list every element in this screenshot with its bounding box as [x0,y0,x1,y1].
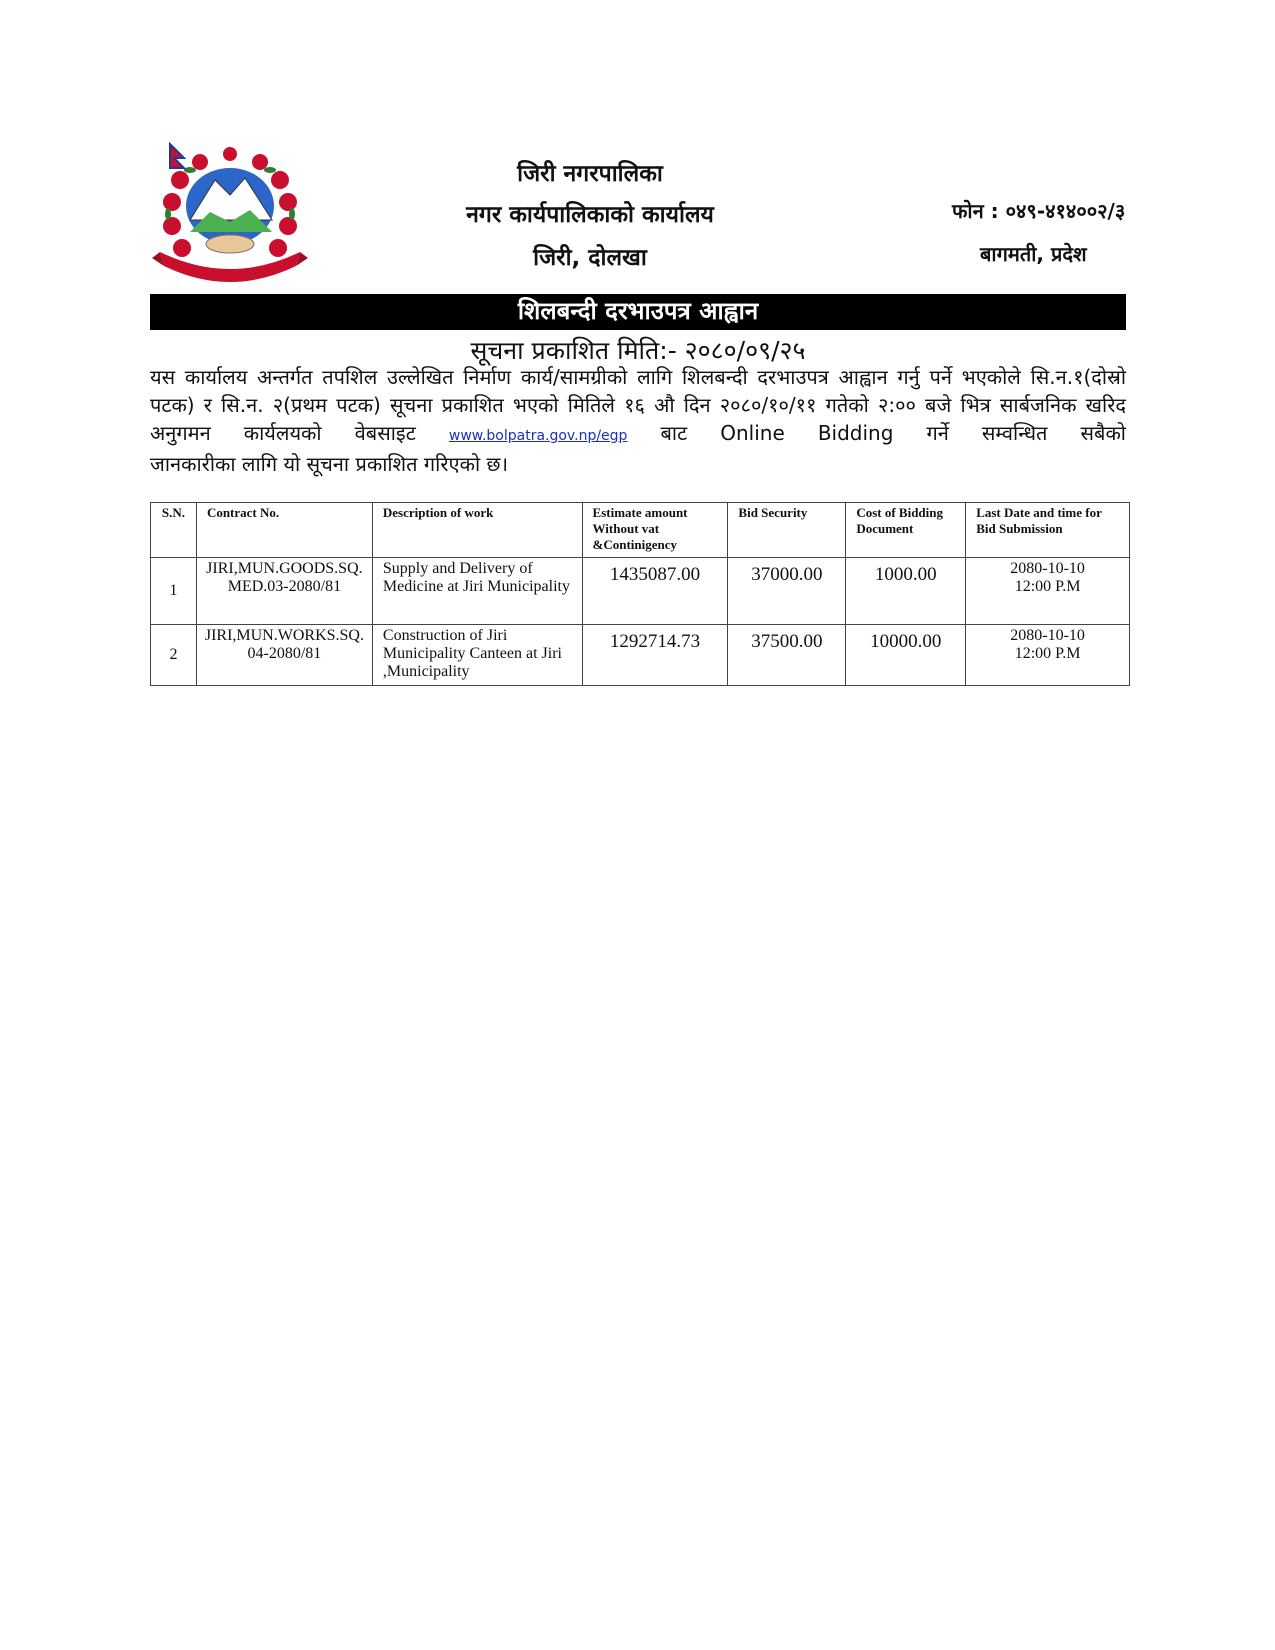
cell-time: 12:00 P.M [1014,578,1081,595]
cell-bid-security: 37000.00 [728,558,846,625]
cell-date: 2080-10-10 [1010,627,1085,644]
bolpatra-link[interactable]: www.bolpatra.gov.np/egp [448,428,628,444]
table-header-row [151,503,1130,558]
bid-table [150,502,1130,686]
cell-last-date [966,558,1130,625]
header-sn: S.N. [151,503,197,558]
office-name: नगर कार्यपालिकाको कार्यालय [466,202,714,228]
header-last-date: Last Date and time for Bid Submission [966,503,1130,558]
cell-description: Construction of Jiri Municipality Canteen at Jiri ,Municipality [372,625,582,686]
nepal-emblem-logo [150,140,310,288]
table-row [151,558,1130,625]
notice-title-banner: शिलबन्दी दरभाउपत्र आह्वान [150,294,1126,330]
cell-bid-security: 37500.00 [728,625,846,686]
municipality-name: जिरी नगरपालिका [517,161,663,187]
notice-last-line: जानकारीका लागि यो सूचना प्रकाशित गरिएको छ। [150,452,509,476]
header-contract-no: Contract No. [196,503,372,558]
cell-time: 12:00 P.M [1014,645,1081,662]
header-bid-security: Bid Security [728,503,846,558]
phone-number: फोन : ०४९-४१४००२/३ [952,199,1126,223]
cell-contract-no: JIRI,MUN.GOODS.SQ. MED.03-2080/81 [196,558,372,625]
office-location: जिरी, दोलखा [533,245,647,271]
notice-text-continued: बाट Online Bidding गर्ने सम्वन्धित सबैको [660,421,1126,445]
header-estimate-amount: Estimate amount Without vat &Continigency [582,503,728,558]
cell-sn: 1 [151,558,197,625]
cell-cost: 1000.00 [846,558,966,625]
cell-last-date [966,625,1130,686]
notice-body [150,363,1126,478]
cell-cost: 10000.00 [846,625,966,686]
province-name: बागमती, प्रदेश [980,242,1087,266]
cell-contract-no: JIRI,MUN.WORKS.SQ. 04-2080/81 [196,625,372,686]
cell-date: 2080-10-10 [1010,560,1085,577]
header-cost-of-document: Cost of Bidding Document [846,503,966,558]
notice-text: यस कार्यालय अन्तर्गत तपशिल उल्लेखित निर्माण कार्य/सामग्रीको लागि शिलबन्दी दरभाउपत्र आह्वान गर्नु पर्ने भएकोले सि.न.१(दोस्रो पटक) र सि.न. २(प्रथम पटक) सूचना प्रकाशित भएको मितिले १६ औ दिन २०८०/१०/११ गतेको २:०० बजे भित्र सार्बजनिक खरिद अनुगमन कार्यलयको वेबसाइट [150,365,1126,445]
published-date: सूचना प्रकाशित मिति:- २०८०/०९/२५ [470,336,806,365]
cell-sn: 2 [151,625,197,686]
header-description: Description of work [372,503,582,558]
cell-description: Supply and Delivery of Medicine at Jiri Municipality [372,558,582,625]
table-row [151,625,1130,686]
cell-estimate: 1292714.73 [582,625,728,686]
cell-estimate: 1435087.00 [582,558,728,625]
